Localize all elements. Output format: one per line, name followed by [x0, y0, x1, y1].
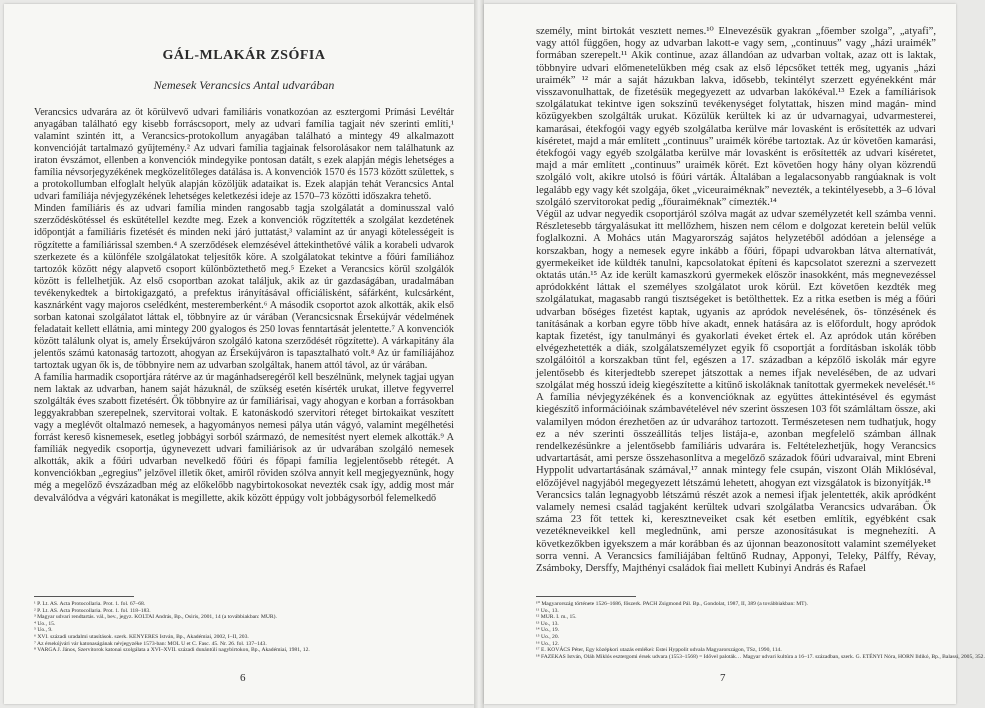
footnotes [536, 601, 985, 660]
right-page [484, 4, 985, 704]
page-number: 6 [240, 672, 246, 684]
footnote: ⁷ Az érsekújvári vár katonaságának névjegyzéke 1573-ban: MOL U et C. Fasc. 45. Nr. 26. fol. 137–143. [34, 640, 267, 647]
footnote: ¹⁶ Uo., 12. [536, 640, 560, 647]
footnote: ⁵ Uo., 9. [34, 627, 53, 634]
footnote: ¹³ Uo., 13. [536, 620, 559, 627]
footnote: ¹⁷ E. KOVÁCS Péter, Egy középkori utazás emlékei: Estei Hyppolit udvala Magyarországon, TSz, 1990, 114. [536, 647, 782, 654]
footnote-separator [536, 596, 636, 597]
paragraph: Végül az udvar negyedik csoportjáról szólva magát az udvar személyzetét kell számba venni. Részletesebb tárgyalásukat itt mellőzhem, hiszen nem célom e dolgozat keretein belül velük foglalkozni. A Mohács után Magyarország sajátos helyzetéből adódóan a jelensége a korszakban, hogy a nemesek egyre inkább a főúri, főpapi udvarokban látva alternatívát, gyermekeiket ide küldték tanulni, kapcsolatokat építeni és kapcsolatot szerezni a szervezett oktatás után.¹⁵ Az ide került kamaszkorú gyermekek először inasokként, más megnevezéssel apródokként láttak el személyes szolgálatot urok körül. Ezt követően kezdték meg szolgálatukat, magasabb rangú tisztségeket is betölthettek. Ez a ritka esetben is még a főúri udvarban bőséges fizetést kaptak, ugyanis az apródok nevelésének, ös- tönzésének és tanításának a korban egyre több híve akadt, ennek hatására az is előfordult, hogy apródok kaptak fizetést, így tanulmányi és gyakorlati éveket értek el. Az apródok után körében elvégezhetették a diák, szolgálatszemélyzet egyik fő csoportját a fordításban iskolák több szolgálóitól a korszakban tűnt fel, egészen a 17. században a képzőlő iskolák már egyre jelentősebb és kiterjedtebb szerepet játszottak a nemes ifjak nevelésében, de az udvari szolgálat még hosszú ideig kiegészítette a kitűnő iskoláknak tanítottak gyermekek nevelését.¹⁶ [536, 209, 936, 391]
book-gutter [474, 0, 484, 708]
footnote: ² P. Lt. AS. Acta Protocollaria. Prot. 1. fol. 118–183. [34, 607, 151, 614]
footnote: ¹⁵ Uo., 20. [536, 633, 560, 640]
footnote: ³ Magyar udvari rendtartás. vál., bev., jegyz. KOLTAI András, Bp., Osiris, 2001, 14 (a továbbiakban: MUR). [34, 614, 277, 621]
paragraph: Verancsics talán legnagyobb létszámú részét azok a nemesi ifjak jelentették, akik apródként valamely nemesi család tagjaként kerültek udvari szolgálatba Verancsics udvarában. Ők száma 23 főt tettek ki, keresztneveiket csak két esetben említik, egyébként csak vezetékneveikkel kell meglednünk, ami persze azonosításukat is megnehezíti. A következőkben igyekszem a már korábban és az újonnan beazonosított valamint személyeket sorra venni. A Verancsics famíliájában feltűnő Rudnay, Apponyi, Teleky, Pálffy, Révay, Zsámboky, Dersffy, Majthényi családok fiai mellett Kubinyi András és Rafael [536, 489, 936, 574]
article-subtitle: Nemesek Verancsics Antal udvarában [153, 78, 335, 92]
right-text-column [536, 26, 936, 575]
footnote: ⁸ VARGA J. János, Szervitorok katonai szolgálata a XVI–XVII. századi dunántúli nagybirtokon, Bp., Akadémiai, 1981, 12. [34, 647, 310, 654]
footnote: ¹¹ Uo., 13. [536, 607, 559, 614]
footnote: ⁴ Uo., 15. [34, 620, 56, 627]
footnote: ¹⁴ Uo., 19. [536, 627, 560, 634]
article-title: GÁL-MLAKÁR ZSÓFIA [162, 48, 326, 63]
footnotes [34, 601, 454, 654]
paragraph: Minden famíliáris és az udvari família minden rangosabb tagja szolgálatát a dominusszal való szerződéskötéssel és eskütétellel kezdte meg. Ezek a konvenciók rögzítették a szolgálat kezdetének időpontját a famíliáris fizetését és minden neki járó juttatást,³ valamint az úr anyagi kötelességeit is rögzítette a famíliárissal szemben.⁴ A szerződések elemzésével áttekinthetővé válik a korabeli udvarok szerkezete és a különféle szolgálatokat teljesítők köre. A szolgálatokat tekintve a főúri famíliához tartozók között négy alapvető csoport különböztethető meg.⁵ Ezeket a Verancsics körül szolgálók között is fellelhetjük. Az első csoportban azokat találjuk, akik az úr gazdaságában, uradalmában tevékenykedtek a birtokigazgató, a prefektus irányításával officiálisként, sáfárként, kulcsárként, kasznárként vagy majoros cselédként, mesteremberként.⁶ A második csoportot azok alkották, akik első sorban katonai szolgálatot láttak el, többnyire az úr várában (Verancsicsnak Érsekújvár védelmének feladatait kellett ellátnia, ami mintegy 200 gyalogos és 250 lovas fenntartását jelentette.⁷ A konvenciók között találunk olyat is, amely Érsekújváron szolgáló katona szerződését rögzítette). A várkapitány ála jelentős számú katonaság tartozott, ahogyan az Érsekújváron is tapasztalható volt.⁸ Az úr famíliájához tartoztak ugyan ők is, de többnyire nem az udvarban szolgáltak, hanem attól távol, az úr várában. [34, 203, 454, 371]
paragraph: személy, mint birtokát vesztett nemes.¹⁰ Elnevezésük gyakran „főember szolga”, „atyafi”, vagy attól függően, hogy az udvarban lakott-e vagy sem, „continuus” vagy „házi uraimék” formában szerepelt.¹¹ Akik continue, azaz állandóan az udvarban voltak, azaz ott is laktak, többnyire udvari előmenetelükben még csak az első lépcsőket tették meg, ugyanis „házi uraimék” ¹² már a saját házukban lakva, idősebb, tekintélyt szerzett egyénekként már visszavonulhattak, de fizetésük megegyezett az udvarban lakókéval.¹³ Ezek a famíliárisok szolgálatukat tekintve igen sokszínű tevékenységet folytattak, hiszen mind magán- mind közügyekben szolgálták urukat. Közülük kerültek ki az úr udvarnagyai, udvarmesterei, kamarásai, étekfogói vagy egyéb szolgálatba kerülve már lovasként is erősítették az udvari kíséretet, majd a már említett „continuus” uraimék körébe tartoztak. Az úr követően kamarási, étekfogói vagy egyéb szolgálatba kerülve már lovasként is erősítették az udvari kíséretet, majd a már említett „continuus” uraimék körét. Ezt követően hogy hány olyan közrendű szolgáló volt, akikre utolsó is főúri várták. Általában a legalacsonyabb rangúaknak is volt legalább egy vagy két szolgája, őket „viceuraiméknak” nevezték, a tekintélyesebb, a 3–6 lóval szolgáló szervitorokat pedig „főuraiméknak” címezték.¹⁴ [536, 26, 936, 208]
left-text-column [34, 24, 454, 505]
footnote-separator [34, 596, 134, 597]
page-number: 7 [720, 672, 726, 684]
footnote: ¹ P. Lt. AS. Acta Protocollaria. Prot. 1. fol. 67–68. [34, 601, 146, 607]
paragraph: A família névjegyzékének és a konvencióknak az együttes áttekintésével és egymást kiegészítő információinak számbavételével név szerint összesen 103 főt számláltam össze, aki valamilyen módon érezhetően az úr udvarához tartozott. Természetesen nem tudhatjuk, hogy ez a név szerinti összeállítás teljes listája-e, azonban megfelelő számban állnak rendelkezésünkre a jelentősebb famíliáris udvarára is. Feltételezhetjük, hogy Verancsics udvartartását, ami persze összehasonlítva a megelőző századok főúri udvaraival, mint Ebreni Hyppolit udvartartásának számával,¹⁷ annak mintegy fele csupán, viszont Oláh Miklóséval, előzőjével nagyjából megegyezett létszámú lehetett, ahogyan ezt vizsgálatok is bizonyítják.¹⁸ [536, 392, 936, 489]
paragraph: Verancsics udvarára az öt körülvevő udvari familiáris vonatkozóan az esztergomi Prímási Levéltár anyagában található egy kisebb forráscsoport, mely az udvari família tagjait név szerinti említi,¹ valamint szintén itt, a Verancsics-protokollum anyagában található a mintegy 49 alkalmazott konvencióját tartalmazó gyűjtemény.² Az udvari família tagjainak felsorolásakor nem találhatunk az iraton évszámot, ellenben a konvenciók mindegyike pontosan datált, s ezek alapján mégis lehetséges a família névsorjegyzékének megközelítőleges datálása is. A konvenciók 1570 és 1573 között születtek, s a protokollumban elfoglalt helyük alapján közöljük adataikat is. Ezek alapján tehát Verancsics Antal udvari famíliája névjegyzékének lehetséges keletkezési ideje az 1570–73 közötti időszakra tehető. [34, 107, 454, 203]
footnote: ¹⁸ FAZEKAS István, Oláh Miklós esztergomi érsek udvara (1553–1568) = Idővel paloták… Magyar udvari kultúra a 16–17. században, szerk. G. ETÉNYI Nóra, HORN Ildikó, Bp., Balassi, 2005, 352. [536, 653, 985, 660]
footnote: ¹² MUR. I. m., 15. [536, 614, 577, 621]
footnote: ¹⁰ Magyarország története 1526–1686, főszerk. PACH Zsigmond Pál. Bp., Gondolat, 1987, II, 389 (a továbbiakban: MT). [536, 601, 808, 607]
paragraph: A família harmadik csoportjára rátérve az úr magánhadseregéről kell beszélnünk, melynek tagjai ugyan nem laktak az udvarban, hanem saját házuknál, de szükség esetén kísérték urukat, illetve fegyverrel szolgálták éves szabott fizetésért. Ők többnyire az úr famíliárisai, vagy ahogyan e korban a forrásokban leggyakrabban szerepelnek, szervitorai voltak. E katonáskodó szervitori réteget birtokaikat veszített vagy a meglévőt oltalmazó nemesek, a hagyományos nemesi pálya után vágyó, valamint megélhetési forrást kereső kisnemesek, esetleg jobbágyi sorból származó, de nemesítést nyert elemek alkották.⁹ A famíliák negyedik csoportja, úgynevezett udvari familiárisok az úr udvarában szolgáló nemesek alkották, akik a főúri udvarban nevelkedő főúri és főpapi família legjelentősebb rétegét. A konvenciókban „egregius” jelzővel illetik őket, amiről röviden szólva annyit kell megjegyeznünk, hogy még a megelőző évszázadban még az előkelőbb nagybirtokosokat nevezték csak így, addig most már devalválódva a végvári katonákat is megillette, akik között éppúgy volt jobbágysorból felemelkedő [34, 372, 454, 504]
left-page [4, 4, 474, 704]
footnote: ⁶ XVI. századi uradalmi utasítások. szerk. KENYERES István, Bp., Akadémiai, 2002, I–II, 203. [34, 633, 249, 640]
